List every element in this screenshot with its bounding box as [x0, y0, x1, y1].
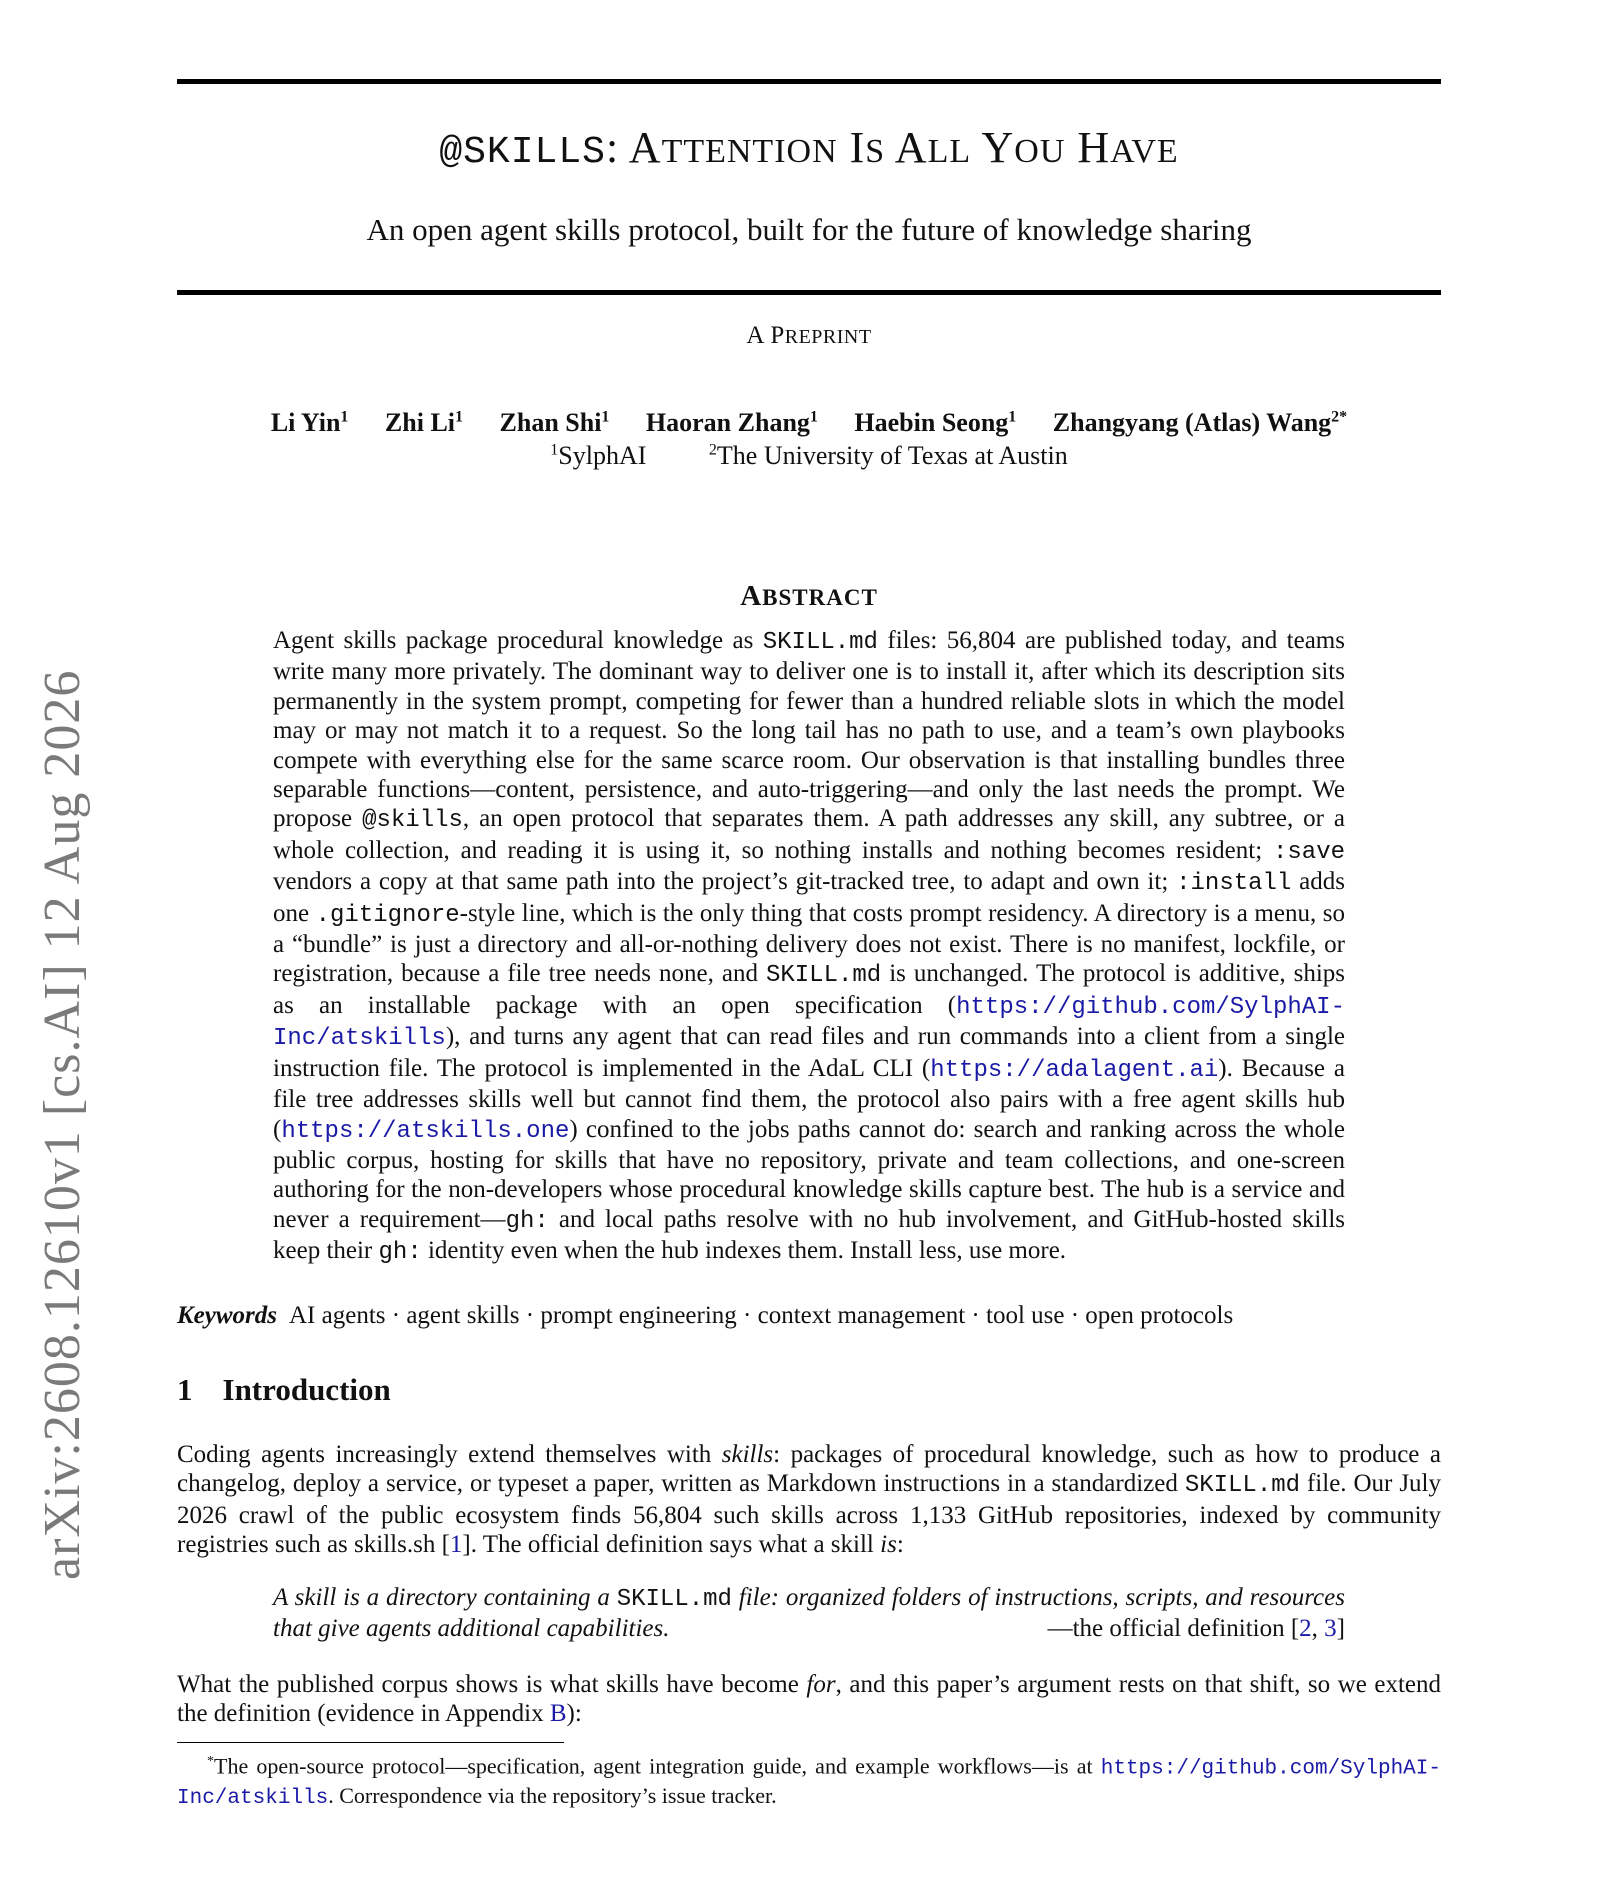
footnote-repo-link[interactable]: https://github.com/SylphAI-Inc/atskills	[177, 1757, 1441, 1811]
definition-quote: A skill is a directory containing a SKILL.md file: organized folders of instructions, scripts, and resources that give agents additional capabilities. —the official definition [2, 3]	[273, 1584, 1345, 1643]
keywords-label: Keywords	[177, 1302, 277, 1329]
atskills-repo-link[interactable]: https://github.com/SylphAI-Inc/atskills	[273, 993, 1345, 1053]
title-colon: :	[605, 123, 620, 172]
title-top-rule	[177, 79, 1441, 84]
keywords-text: AI agents · agent skills · prompt engineering · context management · tool use · open protocols	[289, 1302, 1234, 1329]
title-word: ATTENTION	[628, 123, 838, 172]
citation-link[interactable]: 2	[1299, 1615, 1312, 1643]
author: Zhi Li$^1$	[384, 408, 464, 437]
title-word: IS	[849, 123, 886, 172]
author: Zhangyang (Atlas) Wang$^{2*}$	[1052, 408, 1348, 437]
abstract-heading: ABSTRACT	[740, 580, 878, 612]
title-word: HAVE	[1077, 123, 1179, 172]
title-word: YOU	[981, 123, 1066, 172]
author: Li Yin$^1$	[270, 408, 349, 437]
paper-subtitle: An open agent skills protocol, built for the future of knowledge sharing	[366, 212, 1252, 247]
arxiv-identifier-stamp: arXiv:2608.12610v1 [cs.AI] 12 Aug 2026	[34, 669, 91, 1580]
footnote-rule	[177, 1742, 564, 1743]
paper-title	[177, 122, 1441, 174]
footnote: *The open-source protocol—specification, agent integration guide, and example workflows—is at https://github.com/SylphAI-Inc/atskills. Correspondence via the repository’s issue tracker.	[177, 1753, 1441, 1811]
affiliation: $^2$The University of Texas at Austin	[708, 441, 1068, 470]
affiliation: $^1$SylphAI	[550, 441, 647, 470]
author: Haebin Seong$^1$	[854, 408, 1017, 437]
section-heading-introduction: 1 Introduction	[177, 1372, 391, 1407]
title-bottom-rule	[177, 290, 1441, 295]
adalagent-link[interactable]: https://adalagent.ai	[930, 1056, 1219, 1084]
title-skills-token: @SKILLS	[439, 131, 606, 174]
preprint-label: A PREPRINT	[746, 322, 872, 349]
intro-paragraph: Coding agents increasingly extend themselves with skills: packages of procedural knowledge, such as how to produce a changelog, deploy a service, or typeset a paper, written as Markdown instructions in a standardized SKILL.md file. Our July 2026 crawl of the public ecosystem finds 56,804 such skills across 1,133 GitHub repositories, indexed by community registries such as skills.sh [1]. The official definition says what a skill is:	[177, 1441, 1442, 1559]
citation-link[interactable]: 3	[1324, 1615, 1337, 1643]
atskills-hub-link[interactable]: https://atskills.one	[281, 1117, 570, 1145]
keywords-line	[177, 1302, 1233, 1330]
author: Zhan Shi$^1$	[499, 408, 610, 437]
affiliation-list	[177, 441, 1441, 471]
author: Haoran Zhang$^1$	[645, 408, 818, 437]
citation-link[interactable]: 1	[449, 1531, 463, 1559]
title-word: ALL	[894, 123, 972, 172]
quote-attribution: —the official definition [2, 3]	[1047, 1615, 1345, 1643]
appendix-link[interactable]: B	[549, 1700, 567, 1728]
author-list	[177, 408, 1441, 438]
abstract-body: Agent skills package procedural knowledge as SKILL.md files: 56,804 are published today, and teams write many more privately. The dominant way to deliver one is to install it, after which its description sits permanently in the system prompt, competing for fewer than a hundred reliable slots in which the model may or may not match it to a request. So the long tail has no path to use, and a team’s own playbooks compete with everything else for the same scarce room. Our observation is that installing bundles three separable functions—content, persistence, and auto-triggering—and only the last needs the prompt. We propose @skills, an open protocol that separates them. A path addresses any skill, any subtree, or a whole collection, and reading it is using it, so nothing installs and nothing becomes resident; :save vendors a copy at that same path into the project’s git-tracked tree, to adapt and own it; :install adds one .gitignore-style line, which is the only thing that costs prompt residency. A directory is a menu, so a “bundle” is just a directory and all-or-nothing delivery does not exist. There is no manifest, lockfile, or registration, because a file tree needs none, and SKILL.md is unchanged. The protocol is additive, ships as an installable package with an open specification (https://github.com/SylphAI-Inc/atskills), and turns any agent that can read files and run commands into a client from a single instruction file. The protocol is implemented in the AdaL CLI (https://adalagent.ai). Because a file tree addresses skills well but cannot find them, the protocol also pairs with a free agent skills hub (https://atskills.one) confined to the jobs paths cannot do: search and ranking across the whole public corpus, hosting for skills that have no repository, private and team collections, and one-screen authoring for the non-developers whose procedural knowledge skills capture best. The hub is a service and never a requirement—gh: and local paths resolve with no hub involvement, and GitHub-hosted skills keep their gh: identity even when the hub indexes them. Install less, use more.	[273, 627, 1346, 1267]
intro-paragraph: What the published corpus shows is what skills have become for, and this paper’s argument rests on that shift, so we extend the definition (evidence in Appendix B):	[177, 1671, 1441, 1728]
